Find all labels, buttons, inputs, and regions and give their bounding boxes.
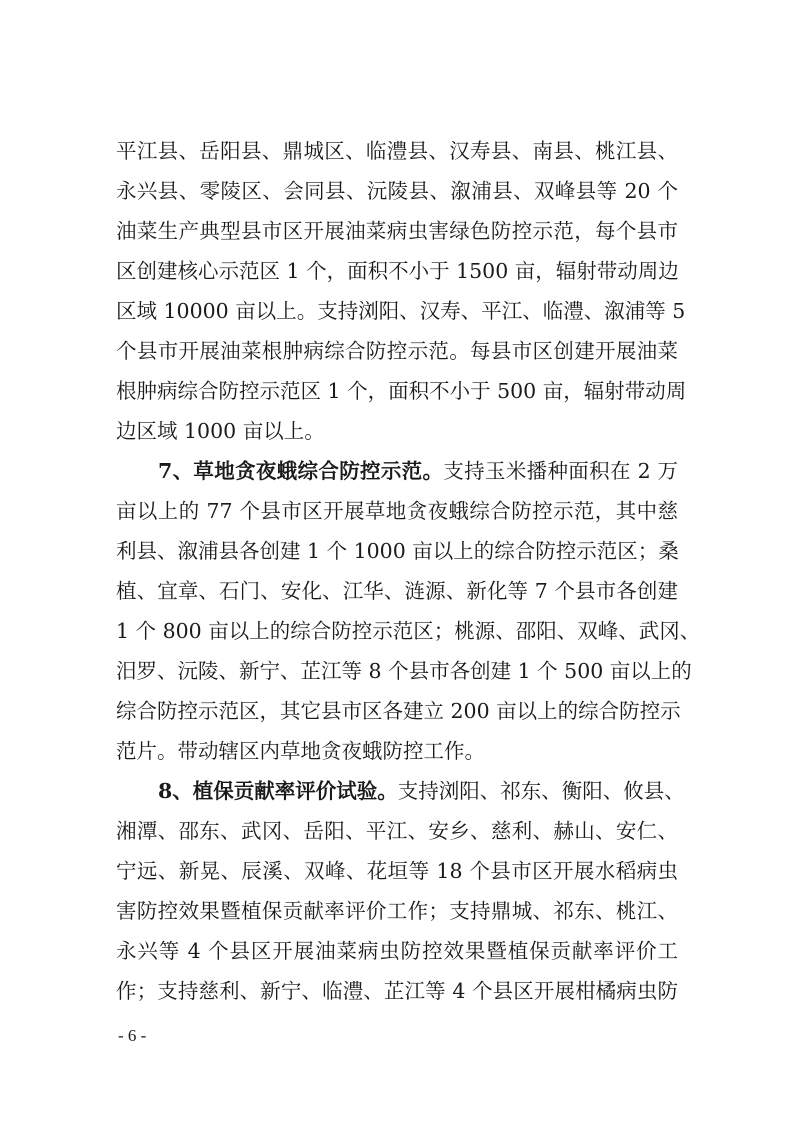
- section-heading-7: 7、草地贪夜蛾综合防控示范。: [158, 459, 444, 483]
- paragraph-line: 范片。带动辖区内草地贪夜蛾防控工作。: [116, 739, 485, 763]
- page-number: - 6 -: [118, 1026, 147, 1045]
- paragraph-line: 综合防控示范区，其它县市区各建立 200 亩以上的综合防控示: [116, 699, 681, 723]
- paragraph-line: 宁远、新晃、辰溪、双峰、花垣等 18 个县市区开展水稻病虫: [116, 859, 678, 883]
- paragraph-text: 支持浏阳、祁东、衡阳、攸县、: [397, 779, 685, 803]
- section-heading-8: 8、植保贡献率评价试验。: [158, 779, 398, 803]
- paragraph-line: 利县、溆浦县各创建 1 个 1000 亩以上的综合防控示范区；桑: [116, 539, 679, 563]
- paragraph-line: 植、宜章、石门、安化、江华、涟源、新化等 7 个县市各创建: [116, 579, 678, 603]
- paragraph-line: 区域 10000 亩以上。支持浏阳、汉寿、平江、临澧、溆浦等 5: [116, 299, 686, 323]
- paragraph-line: 作；支持慈利、新宁、临澧、芷江等 4 个县区开展柑橘病虫防: [116, 979, 678, 1003]
- paragraph-line: 平江县、岳阳县、鼎城区、临澧县、汉寿县、南县、桃江县、: [116, 139, 678, 163]
- paragraph-line: 个县市开展油菜根肿病综合防控示范。每县市区创建开展油菜: [116, 339, 678, 363]
- paragraph-line: 永兴县、零陵区、会同县、沅陵县、溆浦县、双峰县等 20 个: [116, 179, 678, 203]
- paragraph-line: 永兴等 4 个县区开展油菜病虫防控效果暨植保贡献率评价工: [116, 939, 678, 963]
- paragraph-line: 亩以上的 77 个县市区开展草地贪夜蛾综合防控示范，其中慈: [116, 499, 678, 523]
- section-first-line: [158, 777, 685, 805]
- paragraph-line: 油菜生产典型县市区开展油菜病虫害绿色防控示范，每个县市: [116, 219, 678, 243]
- paragraph-line: 汨罗、沅陵、新宁、芷江等 8 个县市各创建 1 个 500 亩以上的: [116, 659, 692, 683]
- paragraph-text: 支持玉米播种面积在 2 万: [443, 459, 679, 483]
- paragraph-line: 1 个 800 亩以上的综合防控示范区；桃源、邵阳、双峰、武冈、: [116, 619, 701, 643]
- paragraph-line: 区创建核心示范区 1 个，面积不小于 1500 亩，辐射带动周边: [116, 259, 679, 283]
- paragraph-line: 湘潭、邵东、武冈、岳阳、平江、安乡、慈利、赫山、安仁、: [116, 819, 678, 843]
- section-first-line: [158, 457, 678, 485]
- paragraph-line: 边区域 1000 亩以上。: [116, 419, 325, 443]
- paragraph-line: 根肿病综合防控示范区 1 个，面积不小于 500 亩，辐射带动周: [116, 379, 687, 403]
- paragraph-line: 害防控效果暨植保贡献率评价工作；支持鼎城、祁东、桃江、: [116, 899, 678, 923]
